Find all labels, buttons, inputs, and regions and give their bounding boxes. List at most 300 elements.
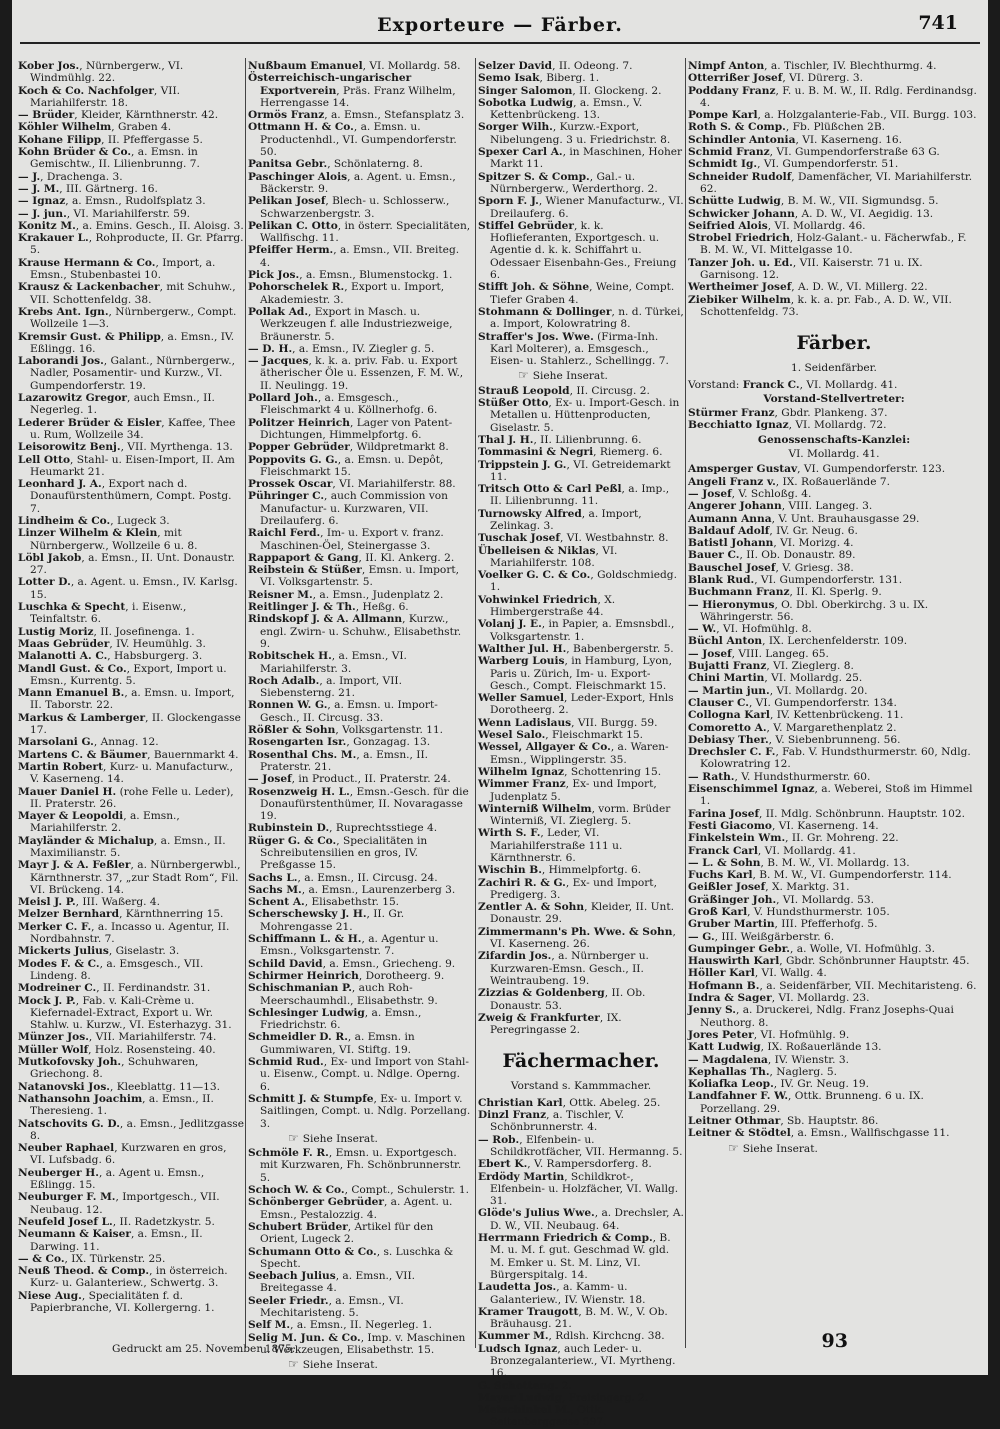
directory-entry (18, 1228, 244, 1253)
entry-details: , Kurzwaren en gros, VI. Lufsbadg. 6. (30, 1142, 227, 1167)
directory-entry (248, 1184, 472, 1196)
directory-entry (478, 1232, 684, 1281)
entry-name: — & Co. (18, 1252, 65, 1265)
entry-name: Schmidt Ig. (688, 158, 758, 171)
entry-details: , a. Emsn., VII. Breitegasse 4. (260, 1270, 416, 1295)
entry-details: , Leder, VI. Mariahilferstraße 111 u. Kärnthnerstr. 6. (490, 827, 623, 864)
entry-name: Büchl Anton (688, 635, 763, 648)
directory-entry (688, 1041, 980, 1053)
entry-details: , V. Griesg. 38. (775, 561, 854, 574)
entry-name: Sobotka Ludwig (478, 96, 574, 109)
entry-name: Winterniß Wilhelm (478, 802, 592, 815)
directory-entry (688, 980, 980, 992)
directory-entry (688, 549, 980, 561)
directory-entry (688, 1090, 980, 1115)
entry-name: Lazarowitz Gregor (18, 392, 128, 405)
directory-entry (478, 171, 684, 196)
entry-details: , in Hamburg, Lyon, Paris u. Zürich, Im- u. Export-Gesch., Compt. Fleischmarkt 15. (490, 655, 672, 692)
directory-entry (478, 1158, 684, 1170)
entry-details: , a. Wolle, VI. Hofmühlg. 3. (790, 942, 935, 955)
entry-details: , VI. Mollardg. 23. (771, 992, 870, 1005)
entry-details: , VII. Kaiserstr. 71 u. IX. Garnisong. 12. (700, 256, 923, 282)
entry-name: Christian Karl (478, 1096, 563, 1109)
entry-name: Sachs M. (248, 883, 302, 896)
directory-entry (18, 1191, 244, 1216)
entry-name: Zachiri R. & G. (478, 876, 566, 889)
entry-name: G. Schotteng. (478, 1379, 559, 1392)
entry-name: Thal J. H. (478, 433, 534, 446)
entry-name: Zimmermann's Ph. Wwe. & Sohn (478, 925, 673, 938)
directory-entry (478, 483, 684, 508)
entry-name: Pick Jos. (248, 269, 300, 282)
directory-entry (248, 650, 472, 675)
entry-details: , VI. Kaserneng. 16. (795, 133, 903, 146)
entry-name: Wesel Salo. (478, 729, 546, 742)
directory-entry (688, 525, 980, 537)
directory-entry (688, 722, 980, 734)
entry-details: , n. d. Türkei, a. Import, Kolowratring 8. (490, 305, 684, 331)
directory-entry (248, 835, 472, 872)
entry-details: , II. Gr. Mohreng. 22. (785, 832, 899, 845)
directory-entry (478, 950, 684, 987)
directory-entry (18, 454, 244, 479)
entry-name: Erdödy Martin (478, 1170, 565, 1183)
entry-name: Neuß Theod. & Comp. (18, 1265, 150, 1278)
directory-entry (478, 508, 684, 533)
entry-name: Kremsir Gust. & Philipp (18, 330, 161, 343)
entry-name: Fuchs Karl (688, 869, 753, 882)
entry-details: , II. Ob. Donaustr. 89. (739, 549, 856, 562)
directory-entry (248, 1147, 472, 1184)
directory-entry (248, 1196, 472, 1221)
entry-name: Lederer Brüder & Eisler (18, 416, 162, 429)
directory-entry (248, 158, 472, 170)
entry-details: , Naglerg. 5. (769, 1065, 837, 1078)
entry-details: , auch Commission von Manufactur- u. Kurzwaren, VII. Dreilauferg. 6. (260, 490, 449, 527)
entry-name: Schwicker Johann (688, 207, 795, 220)
directory-entry (478, 1109, 684, 1134)
directory-entry (688, 992, 980, 1004)
directory-entry (18, 232, 244, 257)
entry-name: Gumpinger Gebr. (688, 942, 791, 955)
directory-entry (18, 786, 244, 811)
directory-entry (478, 926, 684, 951)
entry-details: , auch Emsn., II. Negerleg. 1. (30, 392, 215, 417)
see-advert-note (288, 1132, 472, 1145)
entry-name: Tanzer Joh. u. Ed. (688, 256, 793, 269)
entry-details: , Kurzw.-Export, Nibelungeng. 3 u. Friedrichstr. 8. (490, 121, 671, 146)
entry-name: Jenny S. (688, 1004, 736, 1017)
entry-details: , mit Nürnbergerw., Wollzeile 6 u. 8. (30, 527, 198, 552)
directory-entry (478, 618, 684, 643)
entry-details: , a. Emsn., Jedlitzgasse 8. (30, 1117, 244, 1142)
directory-entry (18, 663, 244, 688)
entry-name: Reisner M. (248, 588, 313, 601)
directory-entry (688, 672, 980, 684)
entry-details: , Nürnbergerw., VI. Windmühlg. 22. (30, 60, 184, 85)
entry-name: Weller Samuel (478, 692, 565, 705)
entry-details: , Volksgartenstr. 11. (335, 724, 444, 737)
entry-name: Mayländer & Michalup (18, 834, 154, 847)
entry-details: , Ruprechtsstiege 4. (329, 822, 438, 835)
entry-name: Höller Karl (688, 967, 755, 980)
subsection-label: Vorstand-Stellvertreter: (763, 392, 905, 405)
entry-name: Tommasini & Negri (478, 446, 594, 459)
entry-details: , II. Odeong. 7. (552, 60, 633, 72)
directory-entry (688, 832, 980, 844)
entry-details: , a. Emsn., IV. Ziegler g. 5. (292, 342, 435, 355)
entry-details: , a. Waren-Emsn., Wipplingerstr. 35. (490, 741, 669, 766)
directory-entry (18, 995, 244, 1032)
directory-entry (248, 220, 472, 245)
directory-entry (248, 736, 472, 748)
entry-name: Stifft Joh. & Söhne (478, 281, 590, 294)
entry-details: , V. Rampersdorferg. 8. (527, 1158, 652, 1171)
directory-entry (688, 931, 980, 943)
directory-entry (688, 967, 980, 979)
entry-details: , a. Emsn., II. Maximilianstr. 5. (30, 834, 226, 859)
directory-page (12, 0, 988, 1429)
directory-entry (18, 1093, 244, 1118)
see-advert-note (288, 1358, 472, 1371)
directory-entry (18, 810, 244, 835)
directory-entry (478, 778, 684, 803)
entry-name: Festi Giacomo (688, 819, 772, 832)
directory-entry (248, 417, 472, 442)
entry-name: Spexer Carl A. (478, 146, 563, 159)
entry-name: Sporn F. J. (478, 195, 539, 208)
directory-entry (18, 1056, 244, 1081)
entry-details: , a. Import, VII. Siebensterng. 21. (260, 674, 402, 700)
entry-details: , III. Gärtnerg. 16. (59, 182, 158, 195)
directory-entry (248, 908, 472, 933)
entry-details: , IX. Roßauerlände 7. (775, 475, 890, 488)
entry-details: , F. u. B. M. W., II. Rdlg. Ferdinandsg. 4. (700, 84, 977, 109)
entry-details: , II. Lilienbrunng. 6. (533, 433, 642, 446)
directory-entry (18, 958, 244, 983)
entry-details: , a. Emsn. in Gemischtw., II. Lilienbrunng. 7. (30, 146, 200, 171)
entry-name: Kephallas Th. (688, 1065, 770, 1078)
directory-entry (688, 1115, 980, 1127)
entry-details: , a. Emsn., Rudolfsplatz 3. (65, 195, 206, 208)
entry-name: Stürmer Franz (688, 407, 775, 420)
entry-details: , VI. Hofmühlg. 8. (716, 623, 812, 636)
directory-entry (248, 1319, 472, 1331)
entry-details: , B. M. u. M. f. gut. Geschmad W. gld. M. Emker u. St. M. Linz, VI. Bürgerspitalg. 14. (490, 1232, 671, 1281)
entry-details: , II. Josefinenga. 1. (93, 625, 195, 638)
entry-name: Übelleisen & Niklas (478, 544, 596, 557)
directory-entry (688, 476, 980, 488)
directory-entry (248, 884, 472, 896)
entry-details: , V. Hundsthurmerstr. 60. (734, 770, 871, 783)
entry-name: Gräßinger Joh. (688, 893, 777, 906)
entry-name: Strobel Friedrich (688, 232, 790, 245)
entry-details: , Ex- und Import, Judenplatz 5. (490, 778, 657, 803)
entry-name: Poddany Franz (688, 84, 776, 97)
directory-entry (18, 982, 244, 994)
entry-details: , a. Emsgesch., Fleischmarkt 4 u. Köllnerhofg. 6. (260, 392, 438, 417)
entry-name: Leitner & Stödtel (688, 1127, 791, 1140)
section-heading: Färber. (796, 332, 872, 355)
directory-entry (478, 385, 684, 397)
directory-entry (688, 171, 980, 196)
entry-name: Schirmer Heinrich (248, 969, 359, 982)
entry-name: Mock J. P. (18, 994, 76, 1007)
entry-name: Ebert K. (478, 1158, 528, 1171)
entry-details: , Emsn.-Gesch. für die Donaufürstenthümer, II. Novaragasse 19. (260, 785, 469, 823)
directory-entry (248, 72, 472, 109)
directory-entry (688, 85, 980, 110)
entry-details: , III. Pfefferhofg. 5. (774, 918, 878, 931)
directory-entry (478, 281, 684, 306)
entry-name: Tritsch Otto & Carl Peßl (478, 483, 622, 496)
directory-entry (478, 717, 684, 729)
entry-details: , a. Emsn., II. Praterstr. 21. (260, 748, 429, 773)
entry-details: , II. Circusg. 2. (569, 384, 650, 397)
entry-details: , k. k. a. priv. Fab. u. Export ätherischer Öle u. Essenzen, F. M. W., II. Neulingg. 19. (260, 355, 464, 392)
entry-name: Mickerts Julius (18, 945, 109, 958)
entry-details: , Im- u. Export v. franz. Maschinen-Öel, Steinergasse 3. (260, 527, 444, 552)
address-line: VI. Mollardg. 41. (788, 448, 880, 461)
directory-entry (688, 121, 980, 133)
entry-details: , IV. Heumühlg. 3. (109, 637, 206, 650)
directory-entry (18, 1044, 244, 1056)
pointing-hand-icon: ☞ (728, 1140, 739, 1155)
entry-name: Schmeidler D. R. (248, 1031, 348, 1044)
directory-entry (248, 490, 472, 527)
entry-name: Leitner Othmar (688, 1115, 781, 1128)
entry-details: , Emsn. u. Exportgesch. mit Kurzwaren, Fh. Schönbrunnerstr. 5. (260, 1147, 462, 1184)
directory-entry (18, 478, 244, 515)
entry-details: , Sb. Hauptstr. 86. (780, 1115, 879, 1128)
entry-name: Rappaport & Gang (248, 551, 359, 564)
entry-name: Indra & Sager (688, 992, 772, 1005)
directory-entry (478, 1012, 684, 1037)
directory-entry (248, 60, 472, 72)
entry-details: , Specialitäten in Schreibutensilien en gros, IV. Preßgasse 15. (260, 834, 428, 872)
entry-name: Hauswirth Karl (688, 955, 780, 968)
directory-entry (478, 60, 684, 72)
directory-entry (688, 685, 980, 697)
entry-details: , IV. Wienstr. 3. (767, 1053, 849, 1066)
directory-entry (248, 613, 472, 650)
directory-entry (478, 1404, 684, 1429)
entry-details: , Artikel für den Orient, Lugeck 2. (260, 1220, 434, 1246)
entry-details: , a. Emsn., Griecheng. 9. (322, 957, 456, 970)
entry-details: , Goldschmiedg. 1. (490, 569, 677, 594)
entry-details: , Annag. 12. (93, 736, 159, 749)
directory-entry (18, 527, 244, 552)
directory-entry (248, 281, 472, 306)
directory-entry (688, 845, 980, 857)
entry-details: , B. M. W., VI. Mollardg. 13. (760, 856, 910, 869)
entry-name: Luschka & Specht (18, 601, 126, 614)
directory-entry (478, 655, 684, 692)
directory-entry (478, 1171, 684, 1208)
directory-entry (248, 749, 472, 774)
directory-entry (688, 808, 980, 820)
directory-entry (248, 392, 472, 417)
entry-name: Mayr J. & A. Feßler (18, 859, 131, 872)
entry-details: , a. Kamm- u. Galanteriew., IV. Wienstr. 18. (490, 1281, 646, 1306)
entry-name: Schubert Brüder (248, 1220, 348, 1233)
entry-name: Angerer Johann (688, 500, 782, 513)
directory-entry (18, 945, 244, 957)
entry-details: , II. Ferdinandstr. 31. (96, 982, 211, 995)
entry-name: Vohwinkel Friedrich (478, 593, 598, 606)
entry-name: Rindskopf J. & A. Allmann (248, 613, 403, 626)
directory-entry (688, 500, 980, 512)
entry-details: , Elfenbein- u. Schildkrotfächer, VII. Hermanng. 5. (490, 1133, 683, 1158)
entry-name: — Hieronymus (688, 598, 775, 611)
directory-entry (478, 877, 684, 902)
directory-entry (688, 894, 980, 906)
entry-details: , O. Dbl. Oberkirchg. 3 u. IX. Währingerstr. 56. (700, 598, 929, 623)
entry-name: Neuburger F. M. (18, 1191, 116, 1204)
entry-name: Dinzl Franz (478, 1109, 547, 1122)
entry-name: Linzer Wilhelm & Klein (18, 527, 158, 540)
entry-details: , a. Emsn., IV. Eßlingg. 16. (30, 330, 235, 355)
entry-details: , Compt., Schulerstr. 1. (344, 1184, 469, 1197)
directory-entry (18, 171, 244, 183)
entry-details: , VI. Westbahnstr. 8. (559, 532, 669, 545)
entry-details: , k. k. Hoflieferanten, Exportgesch. u. Agentie d. k. k. Schiffahrt u. Odessaer Eisenbahn-Ges., Freiung 6. (490, 219, 677, 282)
entry-details: , in Product., II. Praterstr. 24. (291, 773, 451, 786)
entry-details: , Blech- u. Schlosserw., Schwarzenbergstr. 3. (260, 195, 450, 220)
entry-details: , Holz-Galant.- u. Fächerwfab., F. B. M. W., VI. Mittelgasse 10. (700, 232, 967, 257)
entry-name: — W. (688, 623, 717, 636)
header-rule (20, 42, 980, 44)
directory-entry (688, 257, 980, 282)
column-1 (18, 60, 244, 1330)
entry-name: Wischin B. (478, 864, 542, 877)
entry-details: , Ottk. Brunneng. 6 u. IX. Porzellang. 29. (700, 1090, 924, 1115)
entry-name: Rosengarten Isr. (248, 736, 347, 749)
directory-entry (478, 594, 684, 619)
directory-entry (688, 158, 980, 170)
entry-details: , a. Emsn. u. Import, II. Taborstr. 22. (30, 687, 235, 712)
entry-details: , a. Emsn., VI. Mariahilferstr. 3. (260, 650, 407, 675)
entry-name: Paschinger Alois (248, 170, 348, 183)
see-advert-note (518, 369, 684, 382)
entry-name: Löbl Jakob (18, 551, 82, 564)
entry-name: Landfahner F. W. (688, 1090, 789, 1103)
entry-details: , B. M. W., VI. Gumpendorferstr. 114. (752, 869, 952, 882)
entry-details: , A. D. W., VI. Millerg. 22. (791, 281, 928, 294)
directory-entry (248, 1270, 472, 1295)
entry-details: , X. Marktg. 31. (765, 881, 850, 894)
entry-name: Amsperger Gustav (688, 463, 798, 476)
entry-name: Lell Otto (18, 453, 71, 466)
entry-details: , Freisingerg. 2. (561, 1391, 649, 1404)
entry-details: , X. Himbergerstraße 44. (490, 593, 616, 619)
entry-name: Schmöle F. R. (248, 1147, 329, 1160)
entry-details: , V. Margarethenplatz 2. (766, 721, 897, 734)
entry-details: , VII. Burgg. 59. (571, 716, 658, 729)
entry-name: Popper Gebrüder (248, 441, 350, 454)
directory-entry (18, 208, 244, 220)
directory-entry (18, 441, 244, 453)
directory-entry (688, 537, 980, 549)
entry-details: , a. Emsn., Mariahilferstr. 2. (30, 810, 180, 835)
entry-details: , VI. Mariahilferstr. 88. (332, 478, 456, 491)
entry-details: , IV. Gr. Neug. 6. (769, 524, 858, 537)
entry-details: , a. Emsn., II. Darwing. 11. (30, 1228, 203, 1253)
directory-entry (688, 734, 980, 746)
entry-details: , Ex- und Import von Stahl- u. Eisenw., Compt. u. Ndlge. Operng. 6. (260, 1056, 469, 1093)
entry-details: , Import, a. Emsn., Stubenbastei 10. (30, 256, 216, 282)
entry-name: Stohmann & Dollinger (478, 305, 612, 318)
entry-name: Selig M. Jun. & Co. (248, 1331, 361, 1344)
directory-entry (688, 1054, 980, 1066)
entry-details: , Schildkrot-, Elfenbein- u. Holzfächer, VI. Wallg. 31. (490, 1170, 679, 1208)
entry-name: Martens C. & Bäumer (18, 748, 148, 761)
entry-name: Schumann Otto & Co. (248, 1245, 377, 1258)
entry-details: , Fab. v. Kali-Crème u. Kiefernadel-Extract, Export u. Wr. Stahlw. u. Kurzw., VI. Esterhazyg. 31. (30, 994, 232, 1032)
directory-entry (18, 712, 244, 737)
entry-name: Voelker G. C. & Co. (478, 569, 591, 582)
entry-name: Metschinkel M. (478, 1404, 571, 1417)
entry-details: , II. Mdlg. Schönbrunn. Hauptstr. 102. (759, 807, 965, 820)
entry-name: Reibstein & Stüßer (248, 564, 362, 577)
directory-entry (18, 134, 244, 146)
entry-name: Singer Salomon (478, 84, 573, 97)
see-advert-text: Siehe Inserat. (532, 370, 608, 383)
entry-name: Rosenthal Chs. M. (248, 748, 357, 761)
entry-name: Schmitt J. & Stumpfe (248, 1092, 374, 1105)
entry-details: , III. Weißgärberstr. 6. (714, 930, 835, 943)
entry-details: (Firma-Inh. Karl Molterer), a. Emsgesch., Eisen- u. Stahlerz., Schellingg. 7. (490, 330, 669, 368)
entry-name: Debiasy Ther. (688, 733, 769, 746)
entry-name: Schönberger Gebrüder (248, 1196, 384, 1209)
directory-entry (248, 1246, 472, 1271)
entry-details: , Fab. V. Hundsthurmerstr. 60, Ndlg. Kolowratring 12. (700, 746, 971, 771)
directory-entry (248, 121, 472, 158)
entry-name: — Ignaz (18, 195, 66, 208)
entry-details: , Schuhwaren, Griechong. 8. (30, 1056, 199, 1081)
directory-entry (18, 183, 244, 195)
directory-entry (688, 562, 980, 574)
entry-details: , VII. Mariahilferstr. 74. (88, 1031, 217, 1044)
entry-details: (rohe Felle u. Leder), II. Praterstr. 26. (30, 785, 234, 810)
entry-details: , VI. Kaserneng. 14. (771, 819, 879, 832)
entry-name: Wertheimer Josef (688, 281, 792, 294)
entry-name: Mutkofovsky Joh. (18, 1056, 122, 1069)
entry-name: Robitschek H. (248, 650, 332, 663)
directory-entry (478, 85, 684, 97)
entry-details: , VI. Mollardg. 41. (757, 844, 856, 857)
entry-name: Volanj J. E. (478, 618, 542, 631)
entry-name: — Josef (688, 647, 732, 660)
entry-name: Ludsch Ignaz (478, 1342, 558, 1355)
directory-entry (248, 195, 472, 220)
entry-name: Sorger Wilh. (478, 121, 553, 134)
entry-name: Schild David (248, 957, 323, 970)
entry-details: , Ex- und Import, Predigerg. 3. (490, 876, 657, 901)
entry-details: , mit Schuhw., VII. Schottenfeldg. 38. (30, 281, 236, 306)
entry-details: , Importgesch., VII. Neubaug. 12. (30, 1191, 220, 1216)
entry-details: , a. Emsgesch., VII. Lindeng. 8. (30, 957, 204, 982)
entry-name: Poppovits G. G. (248, 453, 338, 466)
entry-details: , Export, Import u. Emsn., Kurrentg. 5. (30, 662, 227, 687)
directory-entry (688, 918, 980, 930)
entry-name: — Josef (688, 487, 732, 500)
entry-details: , a. Tischler, IV. Blechthurmg. 4. (764, 60, 937, 72)
entry-name: Schmid Rud. (248, 1056, 324, 1069)
directory-entry (18, 306, 244, 331)
directory-entry (688, 195, 980, 207)
page-number: 741 (918, 12, 958, 34)
